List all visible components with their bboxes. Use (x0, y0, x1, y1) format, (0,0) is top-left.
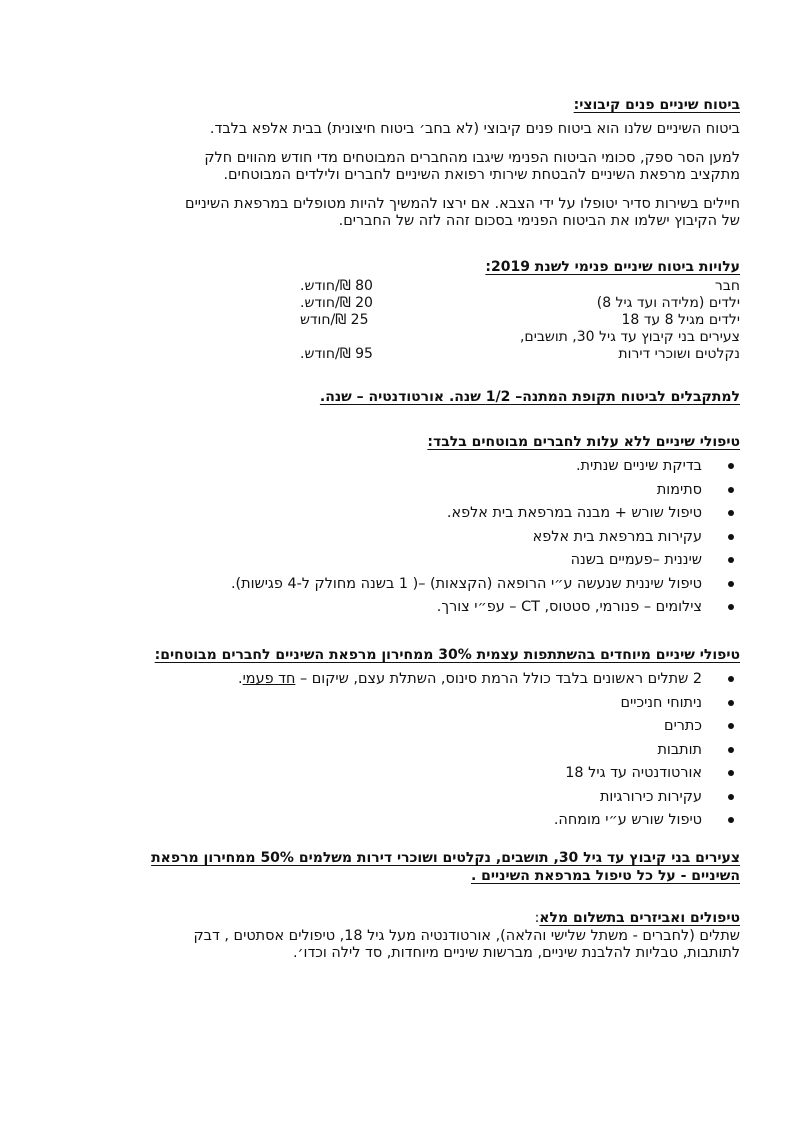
list-item-text: שיננית –פעמיים בשנה (570, 552, 702, 568)
list-item (231, 480, 740, 504)
paragraph-line: של הקיבוץ ישלמו את הביטוח הפנימי בסכום זהה לזה של החברים. (338, 213, 740, 229)
section-full-title-row (535, 909, 740, 927)
list-item (238, 763, 740, 787)
body-line: שתלים (לחברים - משתל שלישי והלאה), אורטודנטיה מעל גיל 18, טיפולים אסתטים , דבק (193, 928, 740, 944)
list-item-text: טיפול שורש + מבנה במרפאת בית אלפא. (446, 505, 702, 521)
cost-price: 20 ₪/חודש. (300, 295, 373, 311)
cost-label: ילדים (מלידה ועד גיל 8) (596, 295, 740, 311)
list-item-text: צילומים – פנורמי, סטטוס, CT – עפ״י צורך. (436, 599, 702, 615)
list-item-text: טיפול שיננית שנעשה ע״י הרופאה (הקצאות) –( 1 בשנה מחולק ל-4 פגישות). (230, 575, 702, 592)
cost-row (300, 295, 740, 312)
list-item-emphasis: חד פעמי (242, 671, 296, 687)
list-item-text: 2 שתלים ראשונים בלבד כולל הרמת סינוס, השתלת עצם, שיקום – (295, 671, 702, 687)
title-suffix: : (534, 910, 540, 926)
paragraph-line: מתקציב מרפאת השיניים להבטחת שירותי רפואת השיניים לחברים ולילדים המבוטחים. (223, 167, 740, 183)
youth-line: השיניים - על כל טיפול במרפאת השיניים . (470, 868, 740, 884)
section-costs-title: עלויות ביטוח שיניים פנימי לשנת 2019: (485, 259, 740, 275)
list-item-text: אורטודנטיה עד גיל 18 (565, 765, 702, 781)
internal-paragraph-1 (210, 121, 740, 138)
list-item (238, 810, 740, 834)
cost-label: ילדים מגיל 8 עד 18 (621, 312, 740, 328)
section-full-body (193, 928, 740, 962)
list-item (238, 716, 740, 740)
list-item-text: תותבות (657, 741, 702, 758)
list-item-text: כתרים (664, 718, 702, 734)
bullet-icon (728, 581, 734, 587)
cost-price: 80 ₪/חודש. (300, 278, 373, 294)
internal-paragraph-3 (185, 196, 740, 230)
list-item-text: עקירות כירורגיות (599, 788, 702, 805)
cost-price: 95 ₪/חודש. (300, 346, 373, 362)
bullet-icon (728, 770, 734, 776)
bullet-icon (728, 534, 734, 540)
bullet-icon (728, 604, 734, 610)
section-special-title: טיפולי שיניים מיוחדים בהשתתפות עצמית 30% ממחירון מרפאת השיניים לחברים מבוטחים: (154, 647, 740, 663)
internal-paragraph-2 (204, 150, 740, 184)
list-item (238, 740, 740, 764)
cost-row (300, 312, 740, 329)
cost-label: חבר (714, 278, 740, 294)
bullet-icon (728, 817, 734, 823)
bullet-icon (728, 463, 734, 469)
youth-line: צעירים בני קיבוץ עד גיל 30, תושבים, נקלטים ושוכרי דירות משלמים 50% ממחירון מרפאת (151, 850, 740, 866)
cost-row (300, 346, 740, 363)
list-item (231, 527, 740, 551)
bullet-icon (728, 700, 734, 706)
list-item (238, 669, 740, 693)
list-item-text: עקירות במרפאת בית אלפא (532, 528, 702, 545)
cost-label: נקלטים ושוכרי דירות (618, 346, 740, 362)
bullet-icon (728, 723, 734, 729)
bullet-icon (728, 794, 734, 800)
list-item-text: סתימות (656, 481, 702, 498)
list-item (231, 574, 740, 598)
cost-label: צעירים בני קיבוץ עד גיל 30, תושבים, (519, 329, 740, 345)
list-item (231, 597, 740, 621)
list-item-text: בדיקת שיניים שנתית. (575, 458, 702, 474)
free-treatments-list (231, 456, 740, 621)
list-item (231, 456, 740, 480)
waiting-period-note: למתקבלים לביטוח תקופת המתנה– 1/2 שנה. אורטודנטיה – שנה. (319, 389, 740, 405)
bullet-icon (728, 487, 734, 493)
cost-row (300, 278, 740, 295)
section-full-title: טיפולים ואביזרים בתשלום מלא (539, 910, 740, 926)
special-treatments-list (238, 669, 740, 834)
list-item (238, 787, 740, 811)
list-item-end: . (238, 671, 243, 687)
bullet-icon (728, 676, 734, 682)
cost-row (300, 329, 740, 346)
paragraph-line: למען הסר ספק, סכומי הביטוח הפנימי שיגבו מהחברים המבוטחים מדי חודש מהווים חלק (204, 150, 740, 166)
section-free-title: טיפולי שיניים ללא עלות לחברים מבוטחים בלבד: (427, 434, 740, 450)
paragraph-line: ביטוח השיניים שלנו הוא ביטוח פנים קיבוצי (לא בחב׳ ביטוח חיצונית) בבית אלפא בלבד. (209, 121, 740, 137)
list-item-text: טיפול שורש ע״י מומחה. (553, 812, 702, 828)
section-internal-title: ביטוח שיניים פנים קיבוצי: (573, 97, 740, 113)
body-line: לתותבות, טבליות להלבנת שיניים, מברשות שיניים מיוחדות, סד לילה וכדו׳. (292, 945, 740, 961)
list-item (238, 693, 740, 717)
bullet-icon (728, 510, 734, 516)
list-item (231, 503, 740, 527)
list-item (231, 550, 740, 574)
list-item-text: ניתוחי חניכיים (620, 694, 702, 711)
paragraph-line: חיילים בשירות סדיר יטופלו על ידי הצבא. אם ירצו להמשיך להיות מטופלים במרפאת השיניים (185, 196, 740, 212)
bullet-icon (728, 557, 734, 563)
section-youth-note (151, 849, 740, 885)
bullet-icon (728, 747, 734, 753)
cost-price: 25 ₪/חודש (300, 312, 369, 328)
